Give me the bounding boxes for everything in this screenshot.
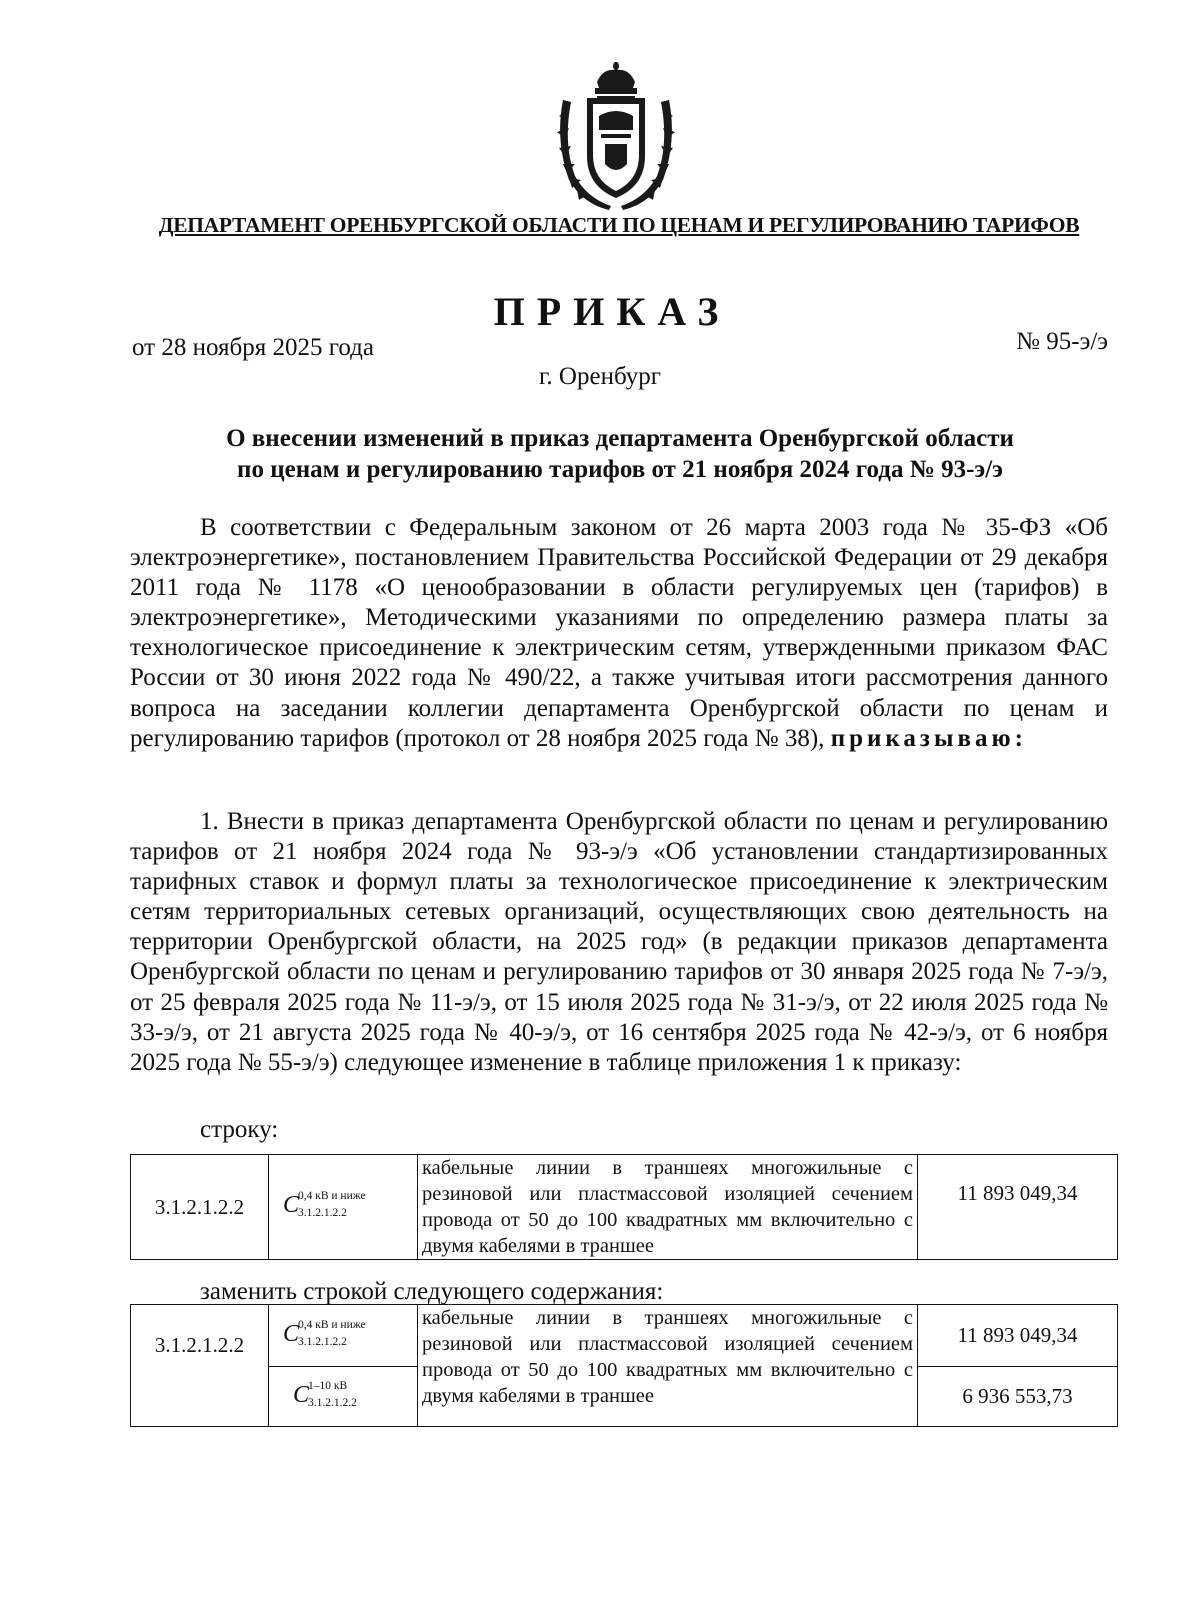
label-replace: заменить строкой следующего содержания: bbox=[200, 1278, 664, 1305]
coat-of-arms-emblem bbox=[553, 60, 679, 212]
new-row-value-a: 11 893 049,34 bbox=[918, 1305, 1118, 1367]
old-row-symbol-cell bbox=[269, 1155, 418, 1260]
new-row-code: 3.1.2.1.2.2 bbox=[131, 1305, 269, 1427]
order-number: № 95-э/э bbox=[1016, 328, 1108, 355]
new-row-table bbox=[130, 1304, 1118, 1427]
symbol-letter: C bbox=[283, 1320, 300, 1347]
order-city: г. Оренбург bbox=[539, 363, 661, 390]
old-row-symbol bbox=[283, 1192, 403, 1222]
department-name: ДЕПАРТАМЕНТ ОРЕНБУРГСКОЙ ОБЛАСТИ ПО ЦЕНАМ И РЕГУЛИРОВАНИЮ ТАРИФОВ bbox=[158, 213, 1080, 237]
heading-line-1: О внесении изменений в приказ департамента Оренбургской области bbox=[226, 425, 1014, 452]
label-row: строку: bbox=[200, 1116, 279, 1143]
table-row bbox=[131, 1155, 1118, 1260]
new-row-symbol-a-cell bbox=[269, 1305, 418, 1367]
old-row-code: 3.1.2.1.2.2 bbox=[131, 1155, 269, 1260]
old-row-description: кабельные линии в траншеях многожильные с резиновой или пластмассовой изоляцией сечением провода от 50 до 100 квадратных мм включительно с двумя кабелями в траншее bbox=[418, 1155, 918, 1260]
item-1-text: 1. Внести в приказ департамента Оренбургской области по ценам и регулированию тарифов от 21 ноября 2024 года № 93-э/э «Об установлении стандартизированных тарифных ставок и формул платы за технологическое присоединение к электрическим сетям территориальных сетевых организаций, осуществляющих свою деятельность на территории Оренбургской области, на 2025 год» (в редакции приказов департамента Оренбургской области по ценам и регулированию тарифов от 30 января 2025 года № 7-э/э, от 25 февраля 2025 года № 11-э/э, от 15 июля 2025 года № 31-э/э, от 22 июля 2025 года № 33-э/э, от 21 августа 2025 года № 40-э/э, от 16 сентября 2025 года № 42-э/э, от 6 ноября 2025 года № 55-э/э) следующее изменение в таблице приложения 1 к приказу: bbox=[130, 808, 1108, 1076]
order-word: приказываю: bbox=[830, 724, 1027, 752]
symbol-superscript: 0,4 кВ и ниже bbox=[298, 1318, 366, 1331]
document-type-title: ПРИКАЗ bbox=[493, 289, 731, 334]
preamble-text: В соответствии с Федеральным законом от 26 марта 2003 года № 35-ФЗ «Об электроэнергетике», постановлением Правительства Российской Федерации от 29 декабря 2011 года № 1178 «О ценообразовании в области регулируемых цен (тарифов) в электроэнергетике», Методическими указаниями по определению размера платы за технологическое присоединение к электрическим сетям, утвержденными приказом ФАС России от 30 июня 2022 года № 490/22, а также учитывая итоги рассмотрения данного вопроса на заседании коллегии департамента Оренбургской области по ценам и регулированию тарифов (протокол от 28 ноября 2025 года № 38), bbox=[130, 514, 1108, 752]
new-row-symbol-b bbox=[293, 1379, 393, 1412]
symbol-superscript: 1–10 кВ bbox=[308, 1379, 348, 1392]
symbol-letter: C bbox=[283, 1192, 300, 1218]
symbol-letter: C bbox=[293, 1381, 310, 1408]
symbol-subscript: 3.1.2.1.2.2 bbox=[298, 1207, 347, 1219]
new-row-symbol-a bbox=[283, 1318, 403, 1351]
symbol-superscript: 0,4 кВ и ниже bbox=[298, 1190, 366, 1202]
heading-line-2: по ценам и регулированию тарифов от 21 ноября 2024 года № 93-э/э bbox=[237, 456, 1003, 483]
symbol-subscript: 3.1.2.1.2.2 bbox=[298, 1335, 347, 1348]
old-row-table bbox=[130, 1154, 1118, 1260]
new-row-symbol-b-cell bbox=[269, 1367, 418, 1427]
order-date: от 28 ноября 2025 года bbox=[132, 334, 374, 361]
order-heading bbox=[150, 423, 1090, 485]
symbol-subscript: 3.1.2.1.2.2 bbox=[308, 1396, 357, 1409]
item-1-paragraph bbox=[130, 807, 1108, 1078]
table-row bbox=[131, 1305, 1118, 1367]
new-row-value-b: 6 936 553,73 bbox=[918, 1367, 1118, 1427]
new-row-description: кабельные линии в траншеях многожильные с резиновой или пластмассовой изоляцией сечением провода от 50 до 100 квадратных мм включительно с двумя кабелями в траншее bbox=[418, 1305, 918, 1427]
old-row-value: 11 893 049,34 bbox=[918, 1155, 1118, 1260]
preamble-paragraph bbox=[130, 513, 1108, 754]
